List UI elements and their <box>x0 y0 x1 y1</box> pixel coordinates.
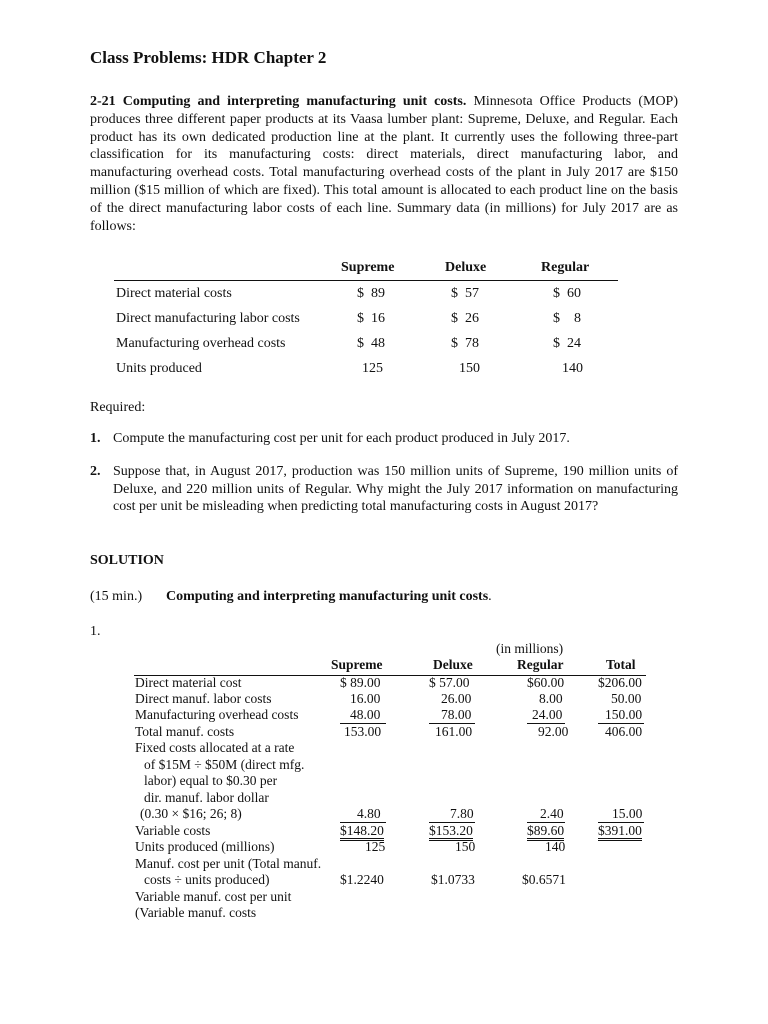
row-label: Manufacturing overhead costs <box>135 707 299 722</box>
row-label: (0.30 × $16; 26; 8) <box>140 806 242 821</box>
col-header-regular: Regular <box>541 260 590 275</box>
cell-value: $89.60 <box>527 823 564 841</box>
cell-value: $ 57.00 <box>429 675 470 690</box>
problem-body: Minnesota Office Products (MOP) produces three different paper products at its Vaasa lumber plant: Supreme, Deluxe, and Regular. Each product has its own dedicated production line at the plant. It currently uses the following three-part classification for its manufacturing costs: direct materials, direct manufacturing labor, and manufacturing overhead costs. Total manufacturing overhead costs of the plant in July 2017 are $150 million ($15 million of which are fixed). This total amount is allocated to each product line on the basis of the direct manufacturing labor costs of each line. Summary data (in millions) for July 2017 are as follows: <box>90 94 679 234</box>
cell-value: $391.00 <box>598 823 642 841</box>
col-header-supreme: Supreme <box>341 260 395 275</box>
cell-value: 153.00 <box>344 724 382 739</box>
row-label: Total manuf. costs <box>135 724 235 739</box>
problem-paragraph <box>90 93 678 235</box>
row-label: Variable costs <box>135 823 211 838</box>
row-label: Fixed costs allocated at a rate <box>135 740 295 755</box>
cell-value: $ 8 <box>553 311 581 326</box>
cell-value: $1.0733 <box>431 872 475 887</box>
question-text: Compute the manufacturing cost per unit for each product produced in July 2017. <box>113 431 570 446</box>
cell-value: 406.00 <box>605 724 643 739</box>
cell-value: 150 <box>459 361 480 376</box>
solution-heading: Computing and interpreting manufacturing unit costs <box>166 589 489 604</box>
cell-value: $ 57 <box>451 286 479 301</box>
row-label: Units produced (millions) <box>135 839 275 854</box>
cell-value: $60.00 <box>527 675 565 690</box>
page-title: Class Problems: HDR Chapter 2 <box>90 48 327 67</box>
question-text: Suppose that, in August 2017, production was 150 million units of Supreme, 190 million units of Deluxe, and 220 million units of Regular. Why might the July 2017 information on manufacturing cost per unit be misleading when predicting total manufacturing costs in August 2017? <box>113 464 678 515</box>
row-label: Variable manuf. cost per unit <box>135 889 292 904</box>
solution-time: (15 min.) <box>90 589 143 604</box>
part-number: 1. <box>90 624 101 639</box>
cell-value: 50.00 <box>611 691 642 706</box>
cell-value: $ 16 <box>357 311 385 326</box>
solution-label: SOLUTION <box>90 553 164 568</box>
col-header-deluxe: Deluxe <box>445 260 487 275</box>
cell-value: $ 89.00 <box>340 675 381 690</box>
row-label: Direct manuf. labor costs <box>135 691 272 706</box>
row-label: Direct material costs <box>116 286 232 301</box>
col-header-total: Total <box>606 657 636 672</box>
cell-value: 8.00 <box>539 691 563 706</box>
solution-heading-line <box>166 589 492 605</box>
solution-heading-end: . <box>488 589 492 604</box>
cell-value: 140 <box>545 839 566 854</box>
cell-value: 150 <box>455 839 476 854</box>
cell-value: 48.00 <box>350 707 381 722</box>
cell-value: $ 24 <box>553 336 581 351</box>
cell-value: $ 78 <box>451 336 479 351</box>
cell-value: $ 60 <box>553 286 581 301</box>
cell-value: $ 89 <box>357 286 385 301</box>
col-header-deluxe: Deluxe <box>433 657 473 672</box>
row-label: Direct manufacturing labor costs <box>116 311 300 326</box>
cell-value: 24.00 <box>532 707 563 722</box>
cell-value: $148.20 <box>340 823 384 841</box>
cell-value: 78.00 <box>441 707 472 722</box>
problem-heading: 2-21 Computing and interpreting manufacturing unit costs. <box>90 94 467 109</box>
cell-value: 125 <box>362 361 383 376</box>
cell-value: $ 26 <box>451 311 479 326</box>
col-header-supreme: Supreme <box>331 657 383 672</box>
col-header-regular: Regular <box>517 657 564 672</box>
cell-value: $ 48 <box>357 336 385 351</box>
question-number: 2. <box>90 464 101 479</box>
question-2 <box>90 463 678 516</box>
cell-value: 2.40 <box>540 806 564 821</box>
cell-value: 16.00 <box>350 691 381 706</box>
cell-value: 7.80 <box>450 806 474 821</box>
row-label: dir. manuf. labor dollar <box>144 790 269 805</box>
cell-value: 150.00 <box>605 707 643 722</box>
cell-value: $0.6571 <box>522 872 566 887</box>
cell-value: 161.00 <box>435 724 473 739</box>
cell-value: $153.20 <box>429 823 473 841</box>
cell-value: 15.00 <box>612 806 643 821</box>
row-label: Direct material cost <box>135 675 242 690</box>
cell-value: 140 <box>562 361 583 376</box>
row-label: costs ÷ units produced) <box>144 872 270 887</box>
row-label: of $15M ÷ $50M (direct mfg. <box>144 757 305 772</box>
row-label: labor) equal to $0.30 per <box>144 773 278 788</box>
unit-note: (in millions) <box>496 641 564 656</box>
question-number: 1. <box>90 431 101 446</box>
required-label: Required: <box>90 400 146 415</box>
row-label: Units produced <box>116 361 202 376</box>
table-header-rule <box>114 280 618 281</box>
row-label: Manufacturing overhead costs <box>116 336 286 351</box>
cell-value: $1.2240 <box>340 872 384 887</box>
row-label: (Variable manuf. costs <box>135 905 257 920</box>
cell-value: 26.00 <box>441 691 472 706</box>
question-1 <box>90 430 678 448</box>
cell-value: 92.00 <box>538 724 569 739</box>
cell-value: 125 <box>365 839 386 854</box>
row-label: Manuf. cost per unit (Total manuf. <box>135 856 322 871</box>
cell-value: 4.80 <box>357 806 381 821</box>
cell-value: $206.00 <box>598 675 642 690</box>
